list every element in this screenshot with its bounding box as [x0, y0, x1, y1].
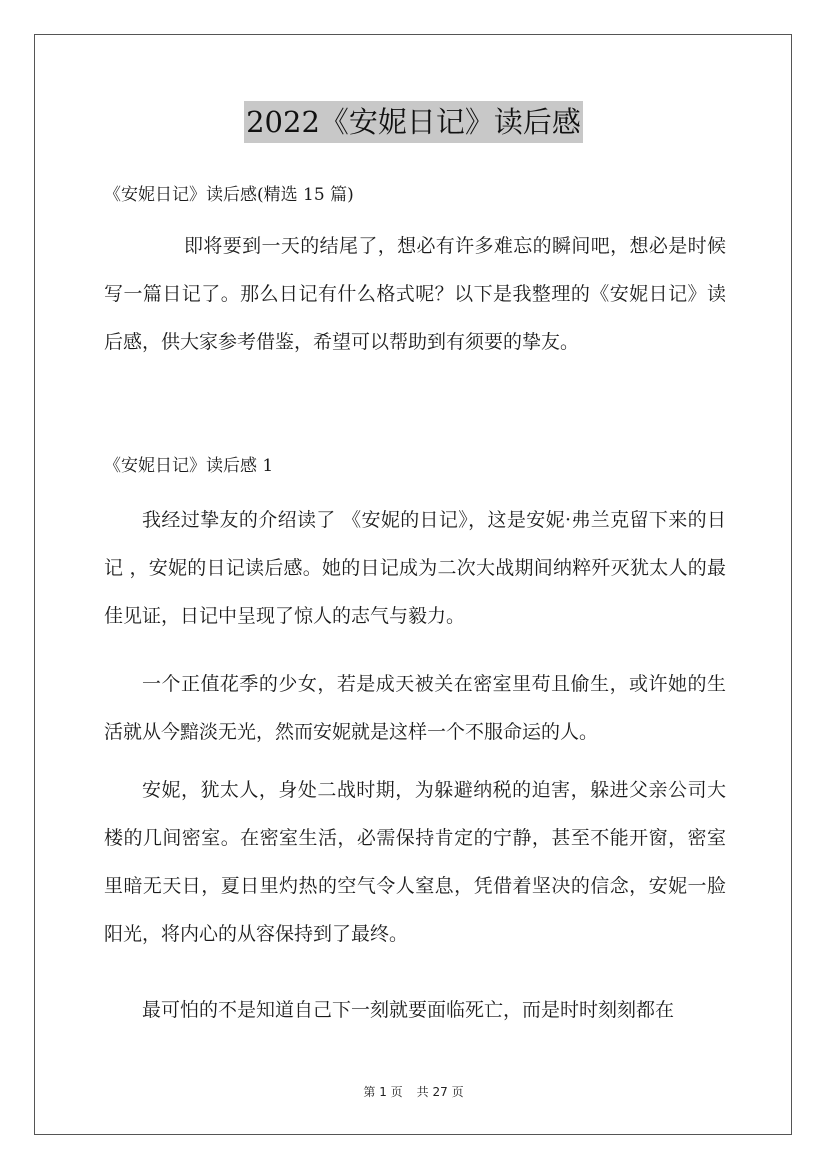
- document-title: 2022《安妮日记》读后感: [244, 101, 583, 143]
- intro-paragraph: 即将要到一天的结尾了，想必有许多难忘的瞬间吧，想必是时候写一篇日记了。那么日记有什么格式呢？以下是我整理的《安妮日记》读后感，供大家参考借鉴，希望可以帮助到有须要的挚友。: [104, 235, 726, 353]
- page-number-current: 第 1 页: [363, 1085, 403, 1099]
- page-number-total: 共 27 页: [416, 1085, 464, 1099]
- page-footer: [0, 1083, 827, 1101]
- title-container: [0, 101, 827, 143]
- document-subtitle: 《安妮日记》读后感(精选 15 篇): [104, 185, 354, 205]
- body-paragraph-4: 最可怕的不是知道自己下一刻就要面临死亡，而是时时刻刻都在: [142, 999, 675, 1021]
- body-paragraph-1: 我经过挚友的介绍读了 《安妮的日记》，这是安妮·弗兰克留下来的日记 ，安妮的日记读后感。她的日记成为二次大战期间纳粹歼灭犹太人的最佳见证，日记中呈现了惊人的志气与毅力。: [104, 509, 726, 627]
- body-paragraph-3: 安妮，犹太人，身处二战时期，为躲避纳税的迫害，躲进父亲公司大楼的几间密室。在密室生活，必需保持肯定的宁静，甚至不能开窗，密室里暗无天日，夏日里灼热的空气令人窒息，凭借着坚决的信念，安妮一脸阳光，将内心的从容保持到了最终。: [104, 779, 726, 945]
- section-heading: 《安妮日记》读后感 1: [104, 456, 274, 476]
- body-paragraph-2: 一个正值花季的少女，若是成天被关在密室里苟且偷生，或许她的生活就从今黯淡无光，然而安妮就是这样一个不服命运的人。: [104, 673, 726, 743]
